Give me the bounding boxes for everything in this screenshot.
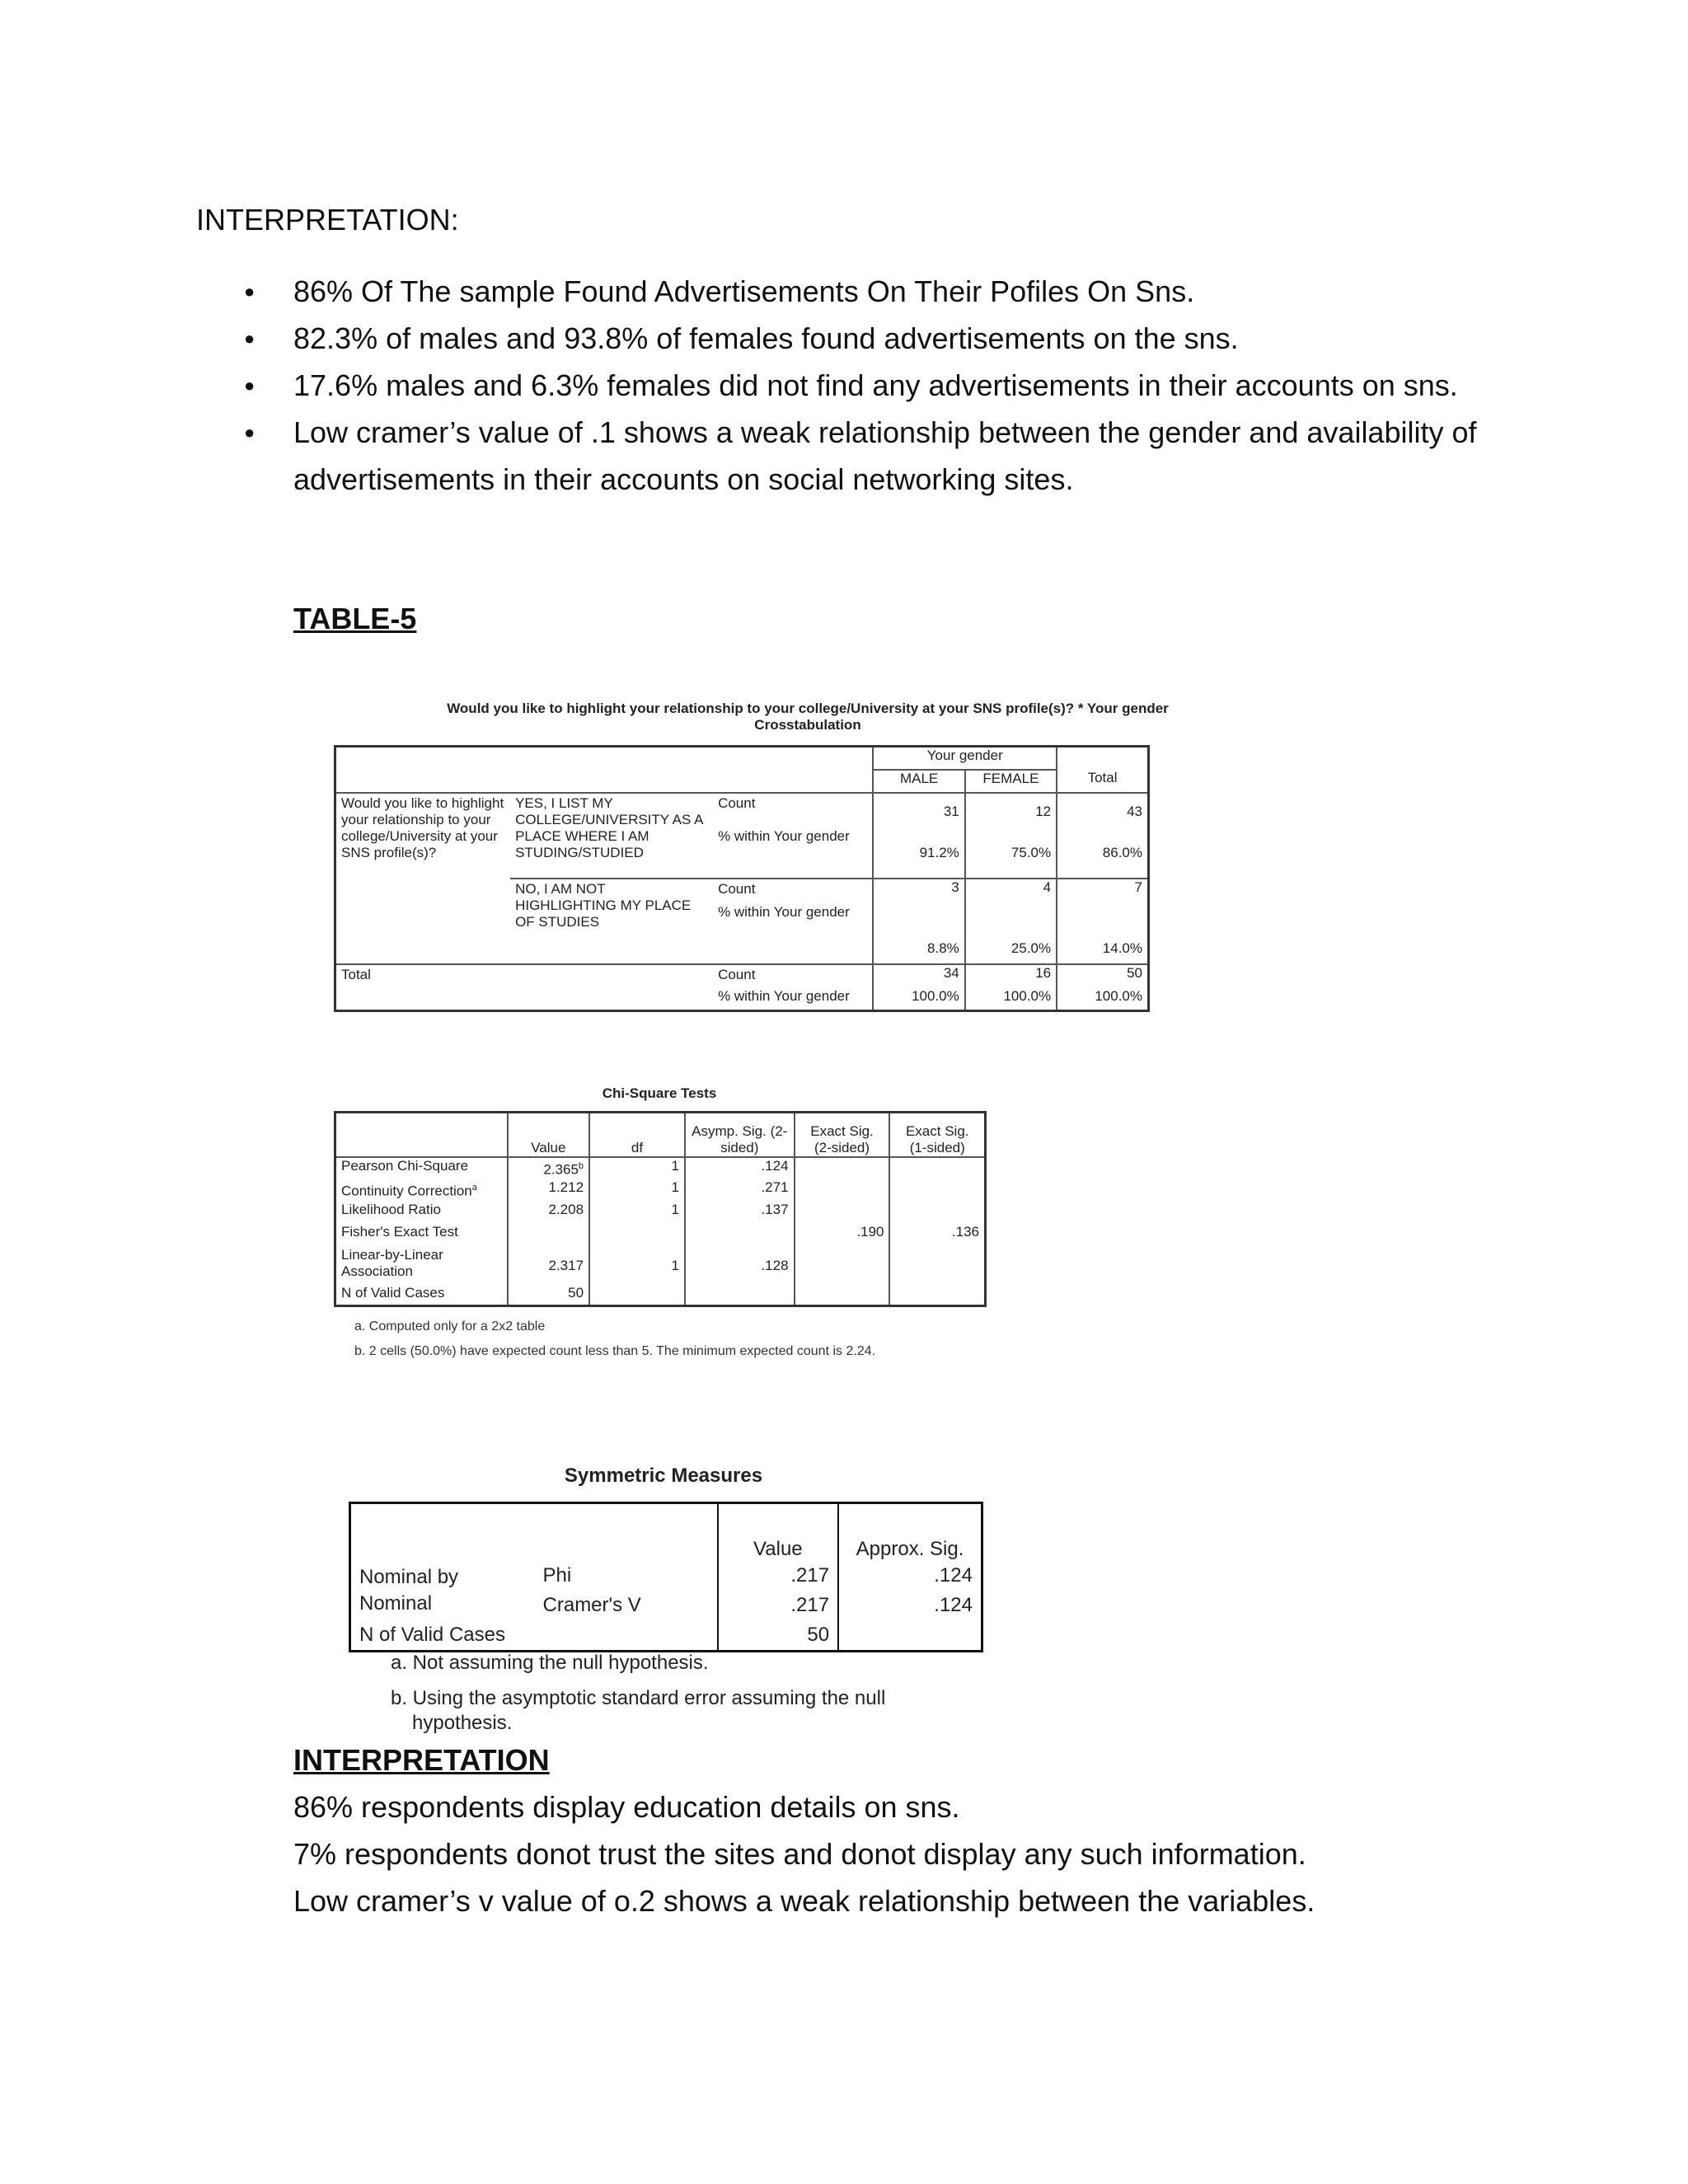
nominal-by-nominal-label: Nominal by Nominal	[359, 1565, 459, 1615]
bullet-item: ● 86% Of The sample Found Advertisements On Their Pofiles On Sns.	[196, 268, 1498, 315]
symmetric-note-a: a. Not assuming the null hypothesis.	[391, 1652, 709, 1674]
likelihood-df: 1	[589, 1202, 685, 1224]
header-value: Value	[508, 1113, 589, 1157]
row-question: Would you like to highlight your relationship to your college/University at your SNS profile(s)?	[341, 794, 504, 860]
interpretation-line: 86% respondents display education details on sns.	[293, 1790, 960, 1824]
interpretation-line: Low cramer’s v value of o.2 shows a weak relationship between the variables.	[293, 1884, 1315, 1918]
pearson-value-text: 2.365	[543, 1161, 579, 1178]
cramer-value: .217	[718, 1592, 838, 1622]
fisher-exact1: .136	[889, 1224, 985, 1247]
symmetric-table	[349, 1502, 983, 1652]
header-approx-sig: Approx. Sig.	[838, 1503, 982, 1563]
col-total: Total	[1057, 770, 1148, 793]
header-asymp: Asymp. Sig. (2-sided)	[685, 1113, 795, 1157]
option-no: NO, I AM NOT HIGHLIGHTING MY PLACE OF STUDIES	[510, 879, 713, 964]
cell-no-female-pct: 25.0%	[965, 904, 1057, 963]
chisq-title: Chi-Square Tests	[602, 1085, 717, 1101]
option-yes: YES, I LIST MY COLLEGE/UNIVERSITY AS A PLACE WHERE I AM STUDING/STUDIED	[515, 794, 703, 860]
pct-label: % within Your gender	[718, 828, 850, 845]
cell-no-female-count: 4	[965, 879, 1057, 905]
continuity-label-text: Continuity Correction	[341, 1183, 472, 1199]
cell-yes-total-count: 43	[1057, 793, 1148, 829]
row-label-likelihood: Likelihood Ratio	[341, 1201, 441, 1217]
header-value: Value	[718, 1503, 838, 1563]
cell-total-female-pct: 100.0%	[965, 988, 1057, 1011]
continuity-asymp: .271	[685, 1179, 795, 1202]
chisq-note-b: b. 2 cells (50.0%) have expected count less than 5. The minimum expected count is 2.24.	[354, 1344, 876, 1358]
cell-yes-female-count: 12	[965, 793, 1057, 829]
crosstab-title-text: Would you like to highlight your relationship to your college/University at your SNS profile(s)? * Your gender	[447, 701, 1169, 716]
header-exact1: Exact Sig. (1-sided)	[889, 1113, 985, 1157]
pct-label: % within Your gender	[718, 904, 850, 921]
phi-value: .217	[718, 1563, 838, 1592]
cell-total-total-pct: 100.0%	[1057, 988, 1148, 1011]
cell-total-total-count: 50	[1057, 964, 1148, 988]
cramer-sig: .124	[838, 1592, 982, 1622]
chisq-note-a: a. Computed only for a 2x2 table	[354, 1319, 546, 1333]
count-label: Count	[718, 794, 756, 811]
nvalid-value: 50	[718, 1622, 838, 1652]
bullet-item: ● 17.6% males and 6.3% females did not find any advertisements in their accounts on sns.	[196, 362, 1498, 409]
pearson-df: 1	[589, 1157, 685, 1179]
col-female: FEMALE	[965, 770, 1057, 793]
row-label-linear: Linear-by-Linear Association	[341, 1246, 443, 1279]
cell-total-female-count: 16	[965, 964, 1057, 988]
cell-no-total-count: 7	[1057, 879, 1148, 905]
col-male: MALE	[873, 770, 964, 793]
nvalid-label: N of Valid Cases	[359, 1623, 505, 1646]
crosstab-title	[330, 701, 1286, 733]
header-df: df	[589, 1113, 685, 1157]
interpretation-line: 7% respondents donot trust the sites and donot display any such information.	[293, 1837, 1306, 1871]
total-row-label: Total	[335, 964, 714, 1011]
count-label: Count	[713, 964, 873, 988]
row-label-pearson: Pearson Chi-Square	[341, 1157, 469, 1174]
fisher-exact2: .190	[795, 1224, 890, 1247]
pearson-asymp: .124	[685, 1157, 795, 1179]
nvalid-value: 50	[508, 1285, 589, 1306]
linear-value: 2.317	[508, 1247, 589, 1285]
row-label-continuity	[335, 1179, 508, 1202]
header-exact2: Exact Sig. (2-sided)	[795, 1113, 890, 1157]
interpretation-bullets	[196, 268, 1498, 503]
bullet-item: ● 82.3% of males and 93.8% of females found advertisements on the sns.	[196, 315, 1498, 362]
symmetric-title: Symmetric Measures	[564, 1465, 763, 1487]
continuity-footnote-mark: a	[471, 1182, 477, 1193]
crosstab-table	[334, 745, 1150, 1012]
interpretation-heading: INTERPRETATION:	[196, 203, 459, 237]
group-header: Your gender	[873, 747, 1057, 770]
pearson-value	[508, 1157, 589, 1179]
cramer-label: Cramer's V	[542, 1593, 641, 1616]
linear-asymp: .128	[685, 1247, 795, 1285]
bullet-item: ● Low cramer’s value of .1 shows a weak relationship between the gender and availability of advertisements in their accounts on social networking sites.	[196, 409, 1498, 503]
pct-label: % within Your gender	[718, 987, 850, 1004]
chisquare-table	[334, 1111, 987, 1307]
cell-no-total-pct: 14.0%	[1057, 904, 1148, 963]
row-label-nvalid: N of Valid Cases	[341, 1284, 445, 1301]
cell-total-male-count: 34	[873, 964, 964, 988]
cell-yes-total-pct: 86.0%	[1057, 828, 1148, 878]
cell-total-male-pct: 100.0%	[873, 988, 964, 1011]
phi-sig: .124	[838, 1563, 982, 1592]
cell-no-male-count: 3	[873, 879, 964, 905]
table-label: TABLE-5	[293, 602, 417, 635]
continuity-df: 1	[589, 1179, 685, 1202]
phi-label: Phi	[542, 1563, 572, 1586]
cell-yes-male-count: 31	[873, 793, 964, 829]
crosstab-subtitle: Crosstabulation	[754, 717, 861, 733]
count-label: Count	[713, 879, 873, 905]
likelihood-asymp: .137	[685, 1202, 795, 1224]
pearson-footnote-mark: b	[578, 1160, 584, 1171]
interpretation-heading-2: INTERPRETATION	[293, 1743, 550, 1777]
likelihood-value: 2.208	[508, 1202, 589, 1224]
continuity-value: 1.212	[508, 1179, 589, 1202]
row-label-fisher: Fisher's Exact Test	[341, 1223, 458, 1240]
interpretation-section-2	[293, 1736, 1612, 1924]
cell-yes-female-pct: 75.0%	[965, 828, 1057, 878]
cell-no-male-pct: 8.8%	[873, 904, 964, 963]
symmetric-note-b: b. Using the asymptotic standard error assuming the null hypothesis.	[391, 1687, 886, 1734]
cell-yes-male-pct: 91.2%	[873, 828, 964, 878]
linear-df: 1	[589, 1247, 685, 1285]
